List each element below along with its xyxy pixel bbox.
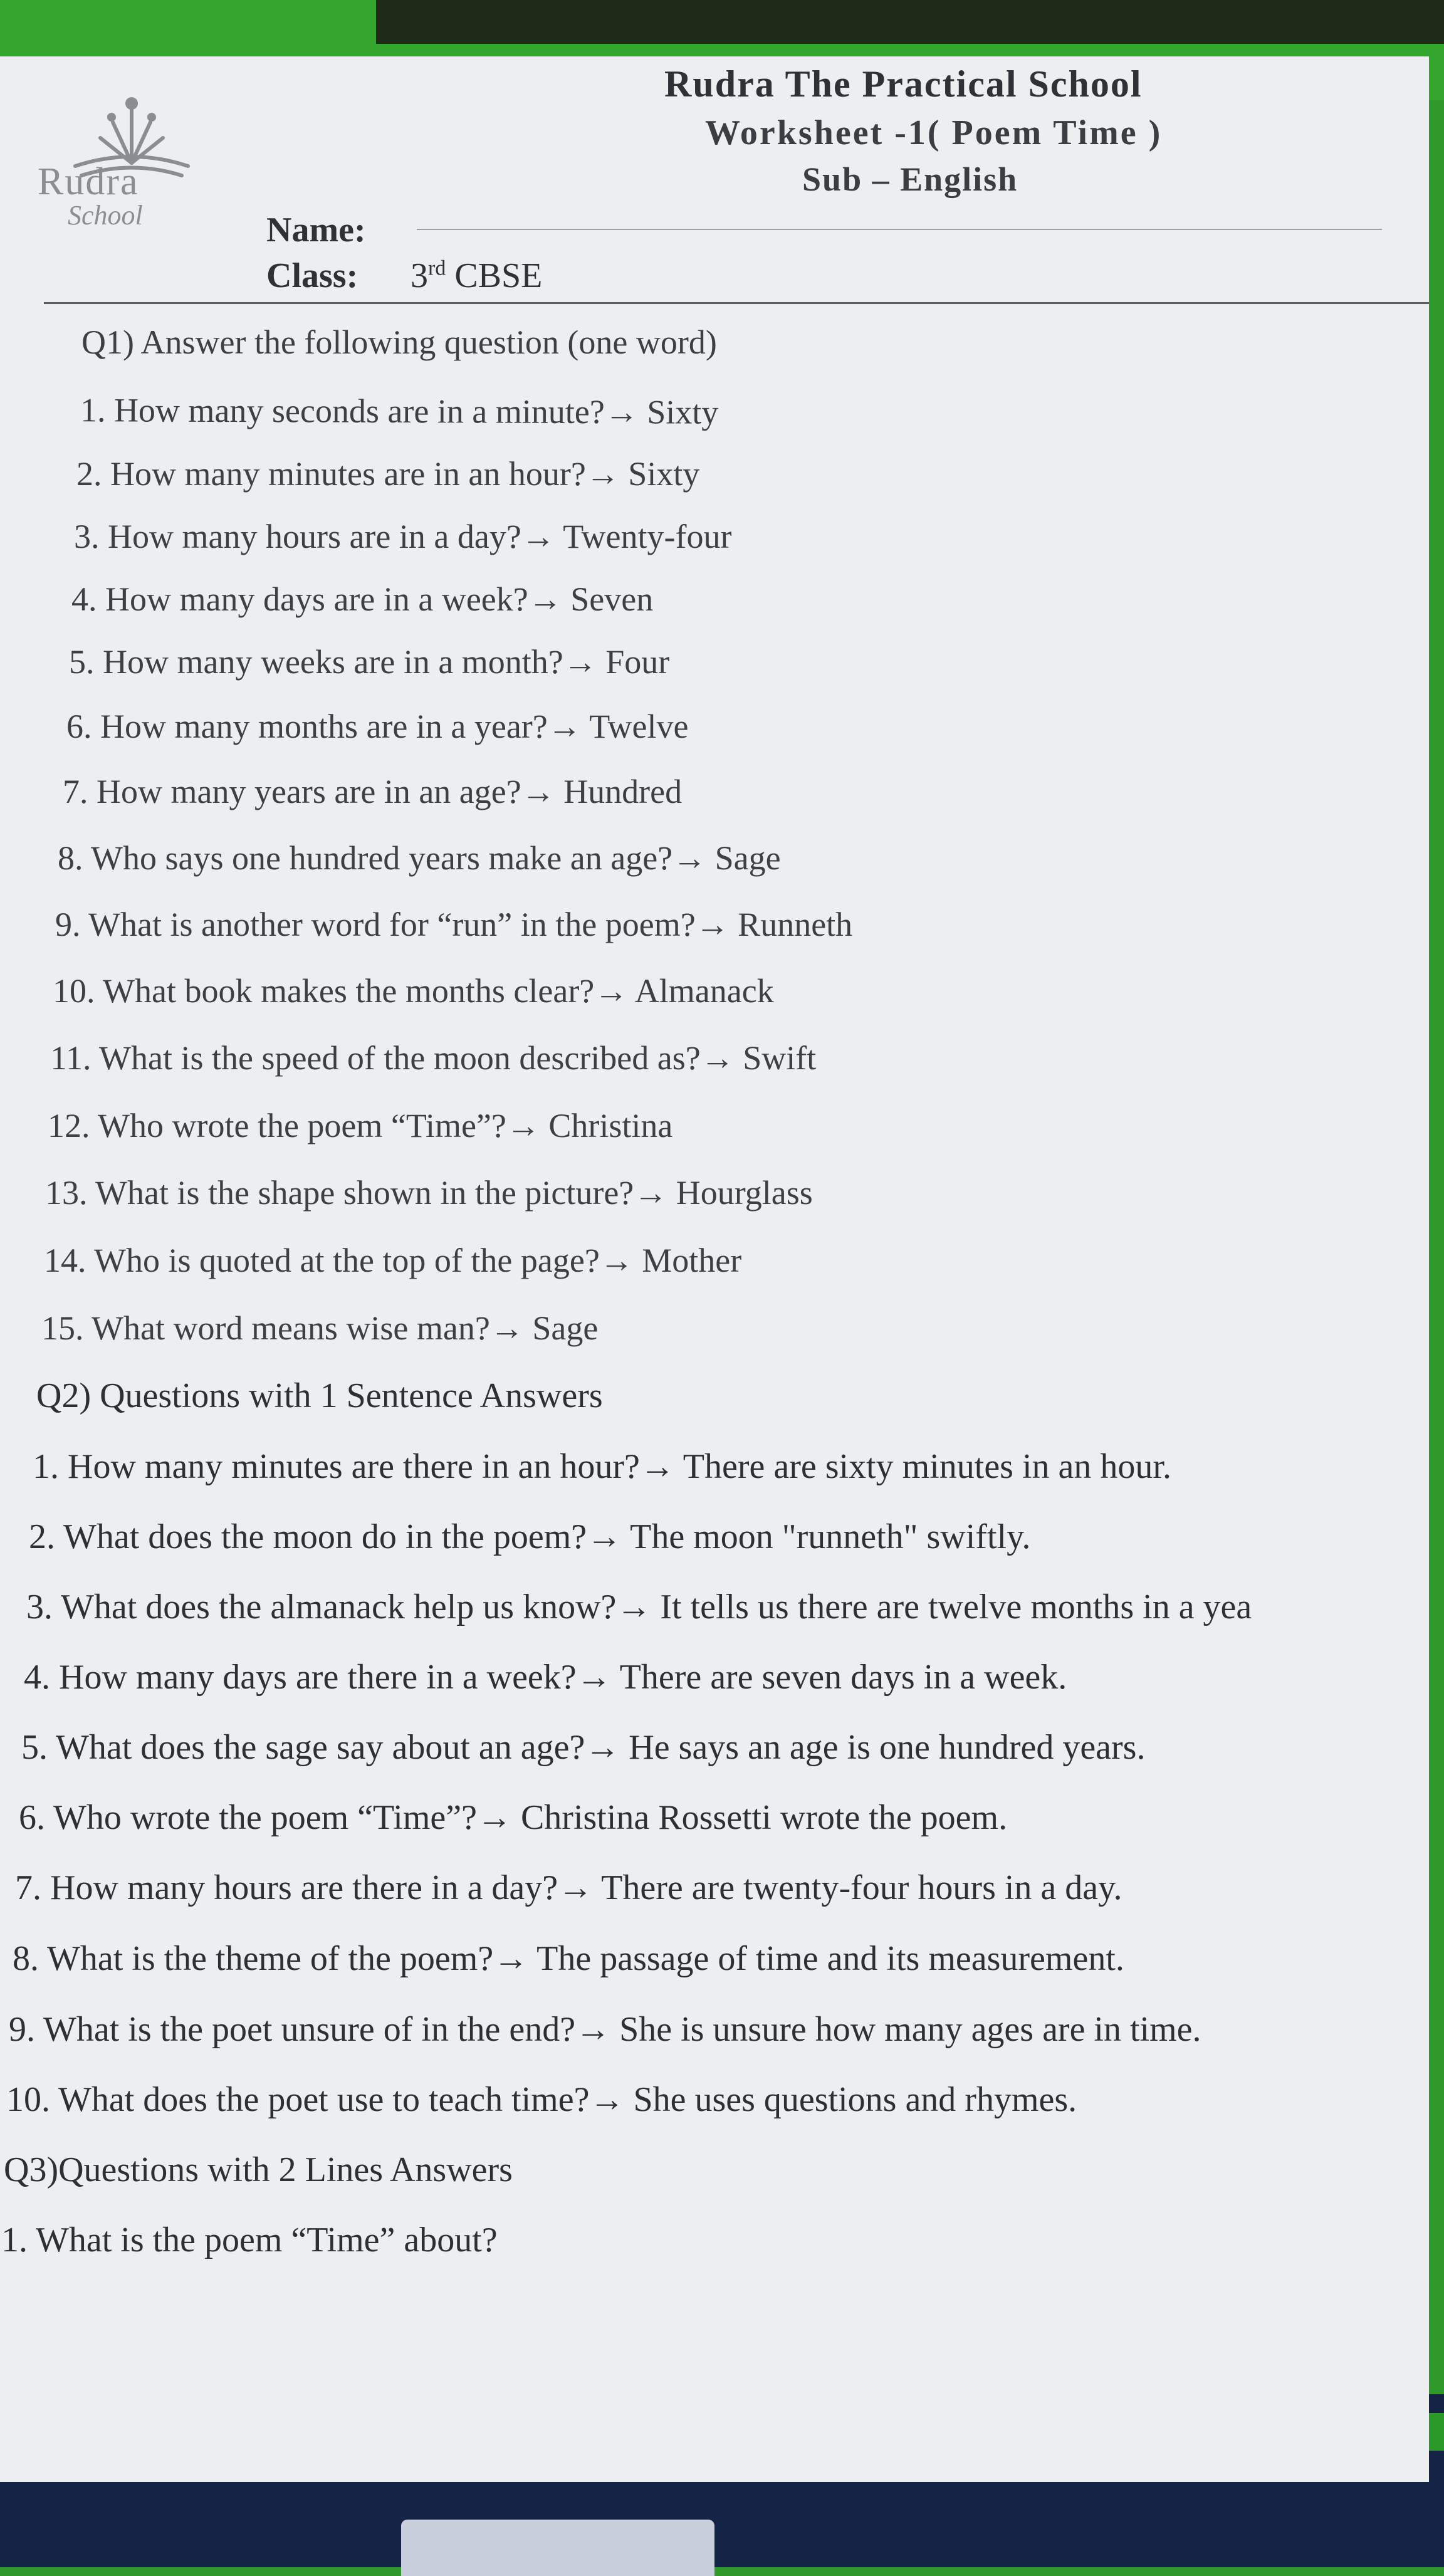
class-board: CBSE <box>446 256 543 295</box>
class-value <box>411 256 542 296</box>
name-field-line[interactable] <box>417 229 1382 230</box>
q1-item: 14. Who is quoted at the top of the page?→ Mother <box>44 1242 742 1279</box>
q2-item: 7. How many hours are there in a day?→ There are twenty-four hours in a day. <box>15 1868 1122 1907</box>
q2-item: 2. What does the moon do in the poem?→ The moon "runneth" swiftly. <box>29 1517 1031 1556</box>
class-label: Class: <box>266 256 358 295</box>
q2-item: 4. How many days are there in a week?→ There are seven days in a week. <box>24 1658 1067 1697</box>
q1-item: 13. What is the shape shown in the picture?→ Hourglass <box>45 1174 813 1212</box>
q2-item: 5. What does the sage say about an age?→ He says an age is one hundred years. <box>21 1728 1146 1767</box>
class-suffix: rd <box>428 256 446 280</box>
q3-item: 1. What is the poem “Time” about? <box>1 2221 498 2259</box>
worksheet-title: Worksheet -1( Poem Time ) <box>705 113 1163 152</box>
logo-sub: School <box>68 200 143 231</box>
q1-item: 4. How many days are in a week?→ Seven <box>71 580 654 618</box>
name-label: Name: <box>266 211 366 249</box>
q1-item: 7. How many years are in an age?→ Hundred <box>63 773 683 810</box>
card-edge <box>401 2520 714 2576</box>
q1-heading: Q1) Answer the following question (one word) <box>81 323 717 361</box>
q1-item: 11. What is the speed of the moon described as?→ Swift <box>50 1039 817 1077</box>
q1-item: 15. What word means wise man?→ Sage <box>41 1309 599 1347</box>
background-dark-strip <box>376 0 1444 44</box>
q1-item: 3. How many hours are in a day?→ Twenty-four <box>74 518 732 555</box>
q2-item: 3. What does the almanack help us know?→ It tells us there are twelve months in a yea <box>26 1588 1252 1626</box>
q3-heading: Q3)Questions with 2 Lines Answers <box>4 2150 513 2189</box>
header-divider <box>44 302 1429 304</box>
q2-item: 6. Who wrote the poem “Time”?→ Christina Rossetti wrote the poem. <box>19 1798 1008 1837</box>
subject-title: Sub – English <box>802 160 1018 198</box>
q1-item: 1. How many seconds are in a minute?→ Sixty <box>80 391 719 431</box>
q1-item: 2. How many minutes are in an hour?→ Sixty <box>76 455 700 493</box>
school-title: Rudra The Practical School <box>664 63 1143 105</box>
q1-item: 9. What is another word for “run” in the poem?→ Runneth <box>55 906 853 943</box>
q1-item: 5. How many weeks are in a month?→ Four <box>69 643 670 681</box>
class-number: 3 <box>411 256 428 295</box>
q1-item: 6. How many months are in a year?→ Twelve <box>66 708 689 745</box>
q2-item: 8. What is the theme of the poem?→ The passage of time and its measurement. <box>13 1939 1124 1978</box>
logo-name: Rudra <box>38 160 139 203</box>
q1-item: 12. Who wrote the poem “Time”?→ Christina <box>48 1107 673 1144</box>
q2-heading: Q2) Questions with 1 Sentence Answers <box>36 1376 603 1415</box>
q2-item: 9. What is the poet unsure of in the end?→ She is unsure how many ages are in time. <box>9 2010 1201 2049</box>
q2-item: 10. What does the poet use to teach time?→ She uses questions and rhymes. <box>6 2080 1077 2119</box>
q1-item: 8. Who says one hundred years make an age?→ Sage <box>58 839 781 877</box>
q1-item: 10. What book makes the months clear?→ Almanack <box>53 972 774 1010</box>
q2-item: 1. How many minutes are there in an hour?→ There are sixty minutes in an hour. <box>33 1447 1171 1486</box>
